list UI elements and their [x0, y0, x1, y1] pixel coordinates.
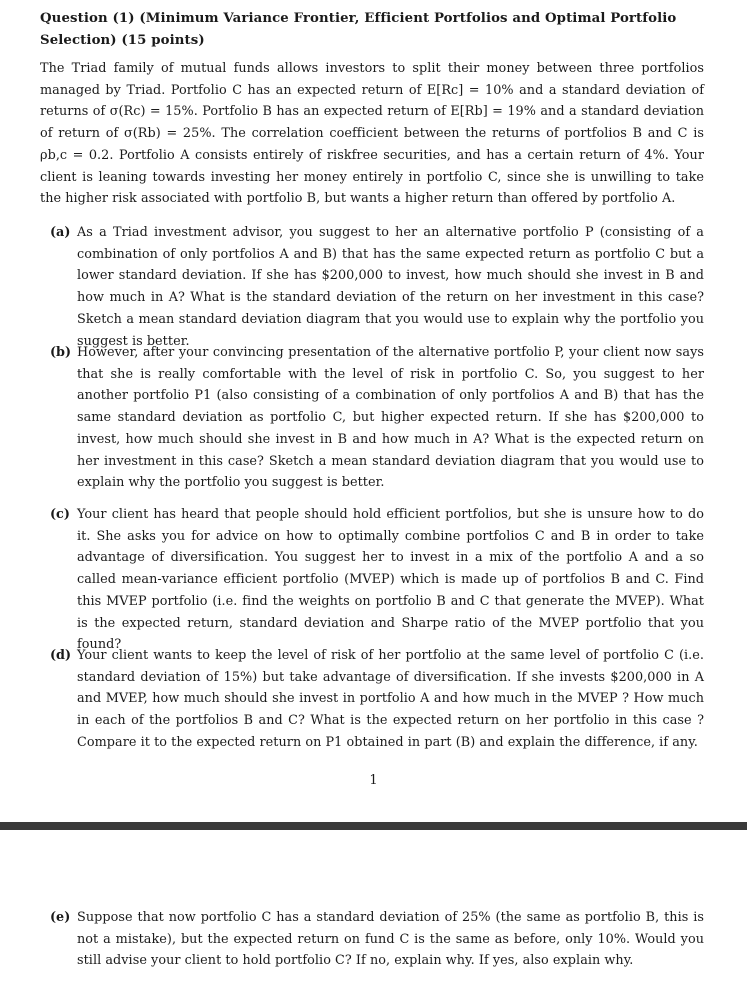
part-c-text: Your client has heard that people should hold efficient portfolios, but she is unsure how to do it. She asks you for advice on how to optimally combine portfolios C and B in order to take advantage of diversification. You suggest her to invest in a mix of the portfolio A and a so called mean-variance efficient portfolio (MVEP) which is made up of portfolios B and C. Find this MVEP portfolio (i.e. find the weights on portfolio B and C that generate the MVEP). What is the expected return, standard deviation and Sharpe ratio of the MVEP portfolio that you found? [77, 507, 704, 653]
part-a-text: As a Triad investment advisor, you suggest to her an alternative portfolio P (consisting of a combination of only portfolios A and B) that has the same expected return as portfolio C but a lower standard deviation. If she has $200,000 to invest, how much should she invest in B and how much in A? What is the standard deviation of the return on her investment in this case? Sketch a mean standard deviation diagram that you would use to explain why the portfolio you suggest is better. [77, 225, 704, 349]
part-c-label: (c) [50, 507, 70, 522]
part-d-text: Your client wants to keep the level of risk of her portfolio at the same level of portfolio C (i.e. standard deviation of 15%) but take advantage of diversification. If she invests $200,000 in A and MVEP, how much should she invest in portfolio A and how much in the MVEP ? How much in each of the portfolios B and C? What is the expected return on her portfolio in this case ? Compare it to the expected return on P1 obtained in part (B) and explain the difference, if any. [77, 648, 704, 750]
part-d-label: (d) [50, 648, 72, 663]
part-e-label: (e) [50, 910, 71, 925]
document-page-2 [0, 830, 747, 985]
question-heading: Question (1) (Minimum Variance Frontier, Efficient Portfolios and Optimal Portfolio Selection) (15 points) [40, 11, 677, 48]
part-e-text: Suppose that now portfolio C has a standard deviation of 25% (the same as portfolio B, this is not a mistake), but the expected return on fund C is the same as before, only 10%. Would you still advise your client to hold portfolio C? If no, explain why. If yes, also explain why. [77, 910, 704, 969]
part-b-text: However, after your convincing presentation of the alternative portfolio P, your client now says that she is really comfortable with the level of risk in portfolio C. So, you suggest to her another portfolio P1 (also consisting of a combination of only portfolios A and B) that has the same standard deviation as portfolio C, but higher expected return. If she has $200,000 to invest, how much should she invest in B and how much in A? What is the expected return on her investment in this case? Sketch a mean standard deviation diagram that you would use to explain why the portfolio you suggest is better. [77, 345, 704, 491]
page-number: 1 [369, 773, 378, 788]
part-b-label: (b) [50, 345, 72, 360]
intro-paragraph: The Triad family of mutual funds allows investors to split their money between three portfolios managed by Triad. Portfolio C has an expected return of E[Rc] = 10% and a standard deviation of returns of σ(Rc) = 15%. Portfolio B has an expected return of E[Rb] = 19% and a standard deviation of return of σ(Rb) = 25%. The correlation coefficient between the returns of portfolios B and C is ρb,c = 0.2. Portfolio A consists entirely of riskfree securities, and has a certain return of 4%. Your client is leaning towards investing her money entirely in portfolio C, since she is unwilling to take the higher risk associated with portfolio B, but wants a higher return than offered by portfolio A. [40, 61, 704, 207]
part-a-label: (a) [50, 225, 71, 240]
page-divider [0, 822, 747, 830]
